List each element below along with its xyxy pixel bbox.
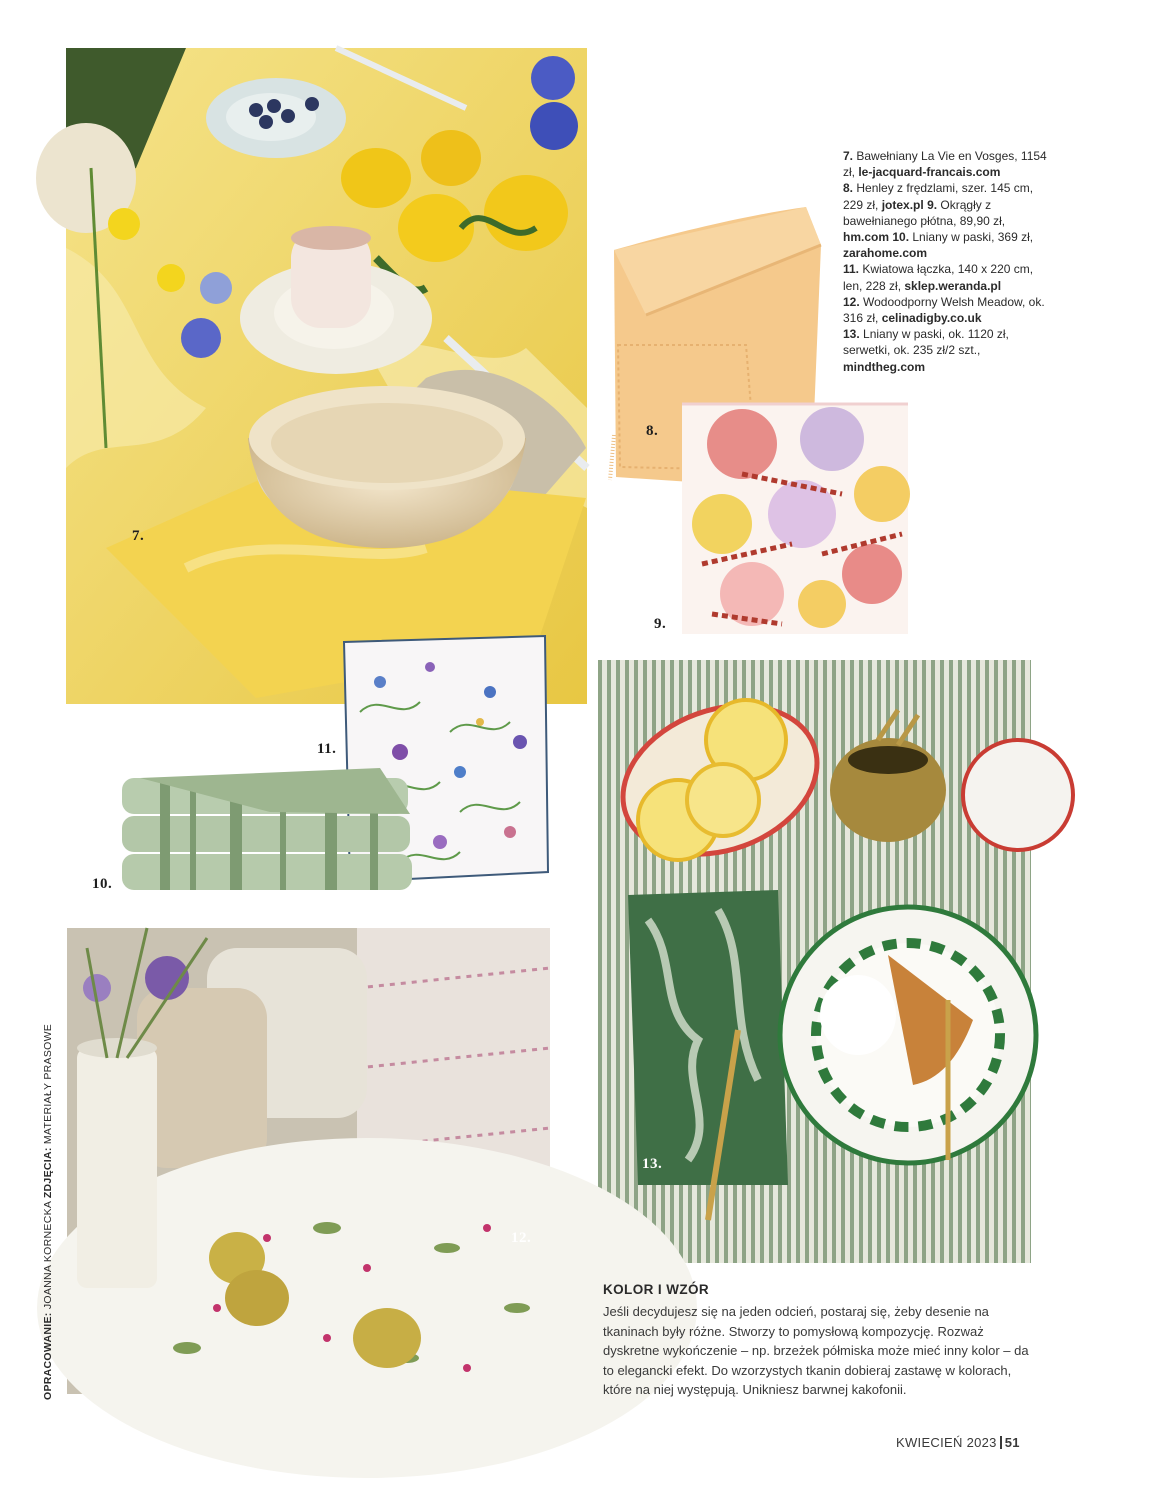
- caption-link[interactable]: mindtheg.com: [843, 359, 926, 374]
- item-number-9: 9.: [654, 616, 667, 632]
- item-number-11: 11.: [317, 741, 337, 757]
- caption-number: 8.: [843, 181, 854, 196]
- caption-link[interactable]: celinadigby.co.uk: [881, 311, 982, 326]
- caption-link[interactable]: jotex.pl: [881, 197, 924, 212]
- credit-label: ZDJĘCIA:: [42, 1147, 54, 1199]
- product-caption-list: [843, 148, 1048, 375]
- caption-link[interactable]: hm.com: [843, 230, 890, 245]
- page-folio: [896, 1435, 1020, 1450]
- caption-text: Bawełniany La Vie en Vosges, 1154 zł,: [843, 149, 1047, 180]
- credit-name: MATERIAŁY PRASOWE: [42, 1023, 54, 1148]
- photo-credits: [42, 1024, 54, 1400]
- article-heading: KOLOR I WZÓR: [603, 1282, 710, 1297]
- caption-text: Wodoodporny Welsh Meadow, ok. 316 zł,: [843, 294, 1045, 326]
- caption-number: 7.: [843, 149, 854, 163]
- caption-number: 10.: [892, 230, 910, 245]
- photo-table-setting-yellow: [66, 48, 587, 704]
- photo-garden-floral-table: [67, 928, 550, 1394]
- striped-linen-illustration: [120, 766, 418, 892]
- credit-name: JOANNA KORNECKA: [42, 1198, 54, 1313]
- folio-divider: [1000, 1436, 1002, 1449]
- caption-text: Henley z frędzlami, szer. 145 cm, 229 zł,: [843, 181, 1034, 212]
- caption-number: 9.: [927, 197, 938, 212]
- item-number-10: 10.: [92, 876, 113, 892]
- tablecloth-9-illustration: [682, 404, 908, 634]
- issue-month: KWIECIEŃ 2023: [896, 1435, 997, 1450]
- product-striped-linen: [120, 766, 418, 892]
- caption-text: Kwiatowa łączka, 140 x 220 cm, len, 228 zł,: [843, 262, 1034, 293]
- caption-link[interactable]: le-jacquard-francais.com: [858, 165, 1001, 180]
- photo-13-illustration: [598, 660, 1031, 1263]
- caption-number: 11.: [843, 262, 860, 277]
- caption-text: Okrągły z bawełnianego płótna, 89,90 zł,: [843, 197, 1006, 228]
- caption-text: Lniany w paski, 369 zł,: [909, 230, 1034, 245]
- photo-7-illustration: [66, 48, 587, 704]
- caption-number: 13.: [843, 327, 860, 342]
- credit-label: OPRACOWANIE:: [42, 1312, 54, 1400]
- photo-12-illustration: [67, 928, 550, 1394]
- item-number-8: 8.: [646, 423, 659, 439]
- item-number-12: 12.: [511, 1230, 532, 1246]
- item-number-7: 7.: [132, 528, 145, 544]
- caption-text: Lniany w paski, ok. 1120 zł, serwetki, ok. 235 zł/2 szt.,: [843, 327, 1009, 358]
- article-body: Jeśli decydujesz się na jeden odcień, postaraj się, żeby desenie na tkaninach były różne. Stworzy to pomysłową kompozycję. Rozważ dyskretne wykończenie – np. brzeżek półmiska może mieć inny kolor – da to elegancki efekt. Do wzorzystych tkanin dobieraj zastawę w kolorach, które na niej występują. Unikniesz barwnej kakofonii.: [603, 1304, 1029, 1398]
- caption-number: 12.: [843, 294, 860, 309]
- item-number-13: 13.: [642, 1456, 663, 1472]
- item-number-13-label: 13.: [642, 1156, 663, 1172]
- caption-link[interactable]: sklep.weranda.pl: [904, 278, 1002, 293]
- page-number: 51: [1004, 1435, 1020, 1450]
- caption-link[interactable]: zarahome.com: [843, 246, 928, 261]
- product-watercolor-tablecloth: [654, 404, 908, 634]
